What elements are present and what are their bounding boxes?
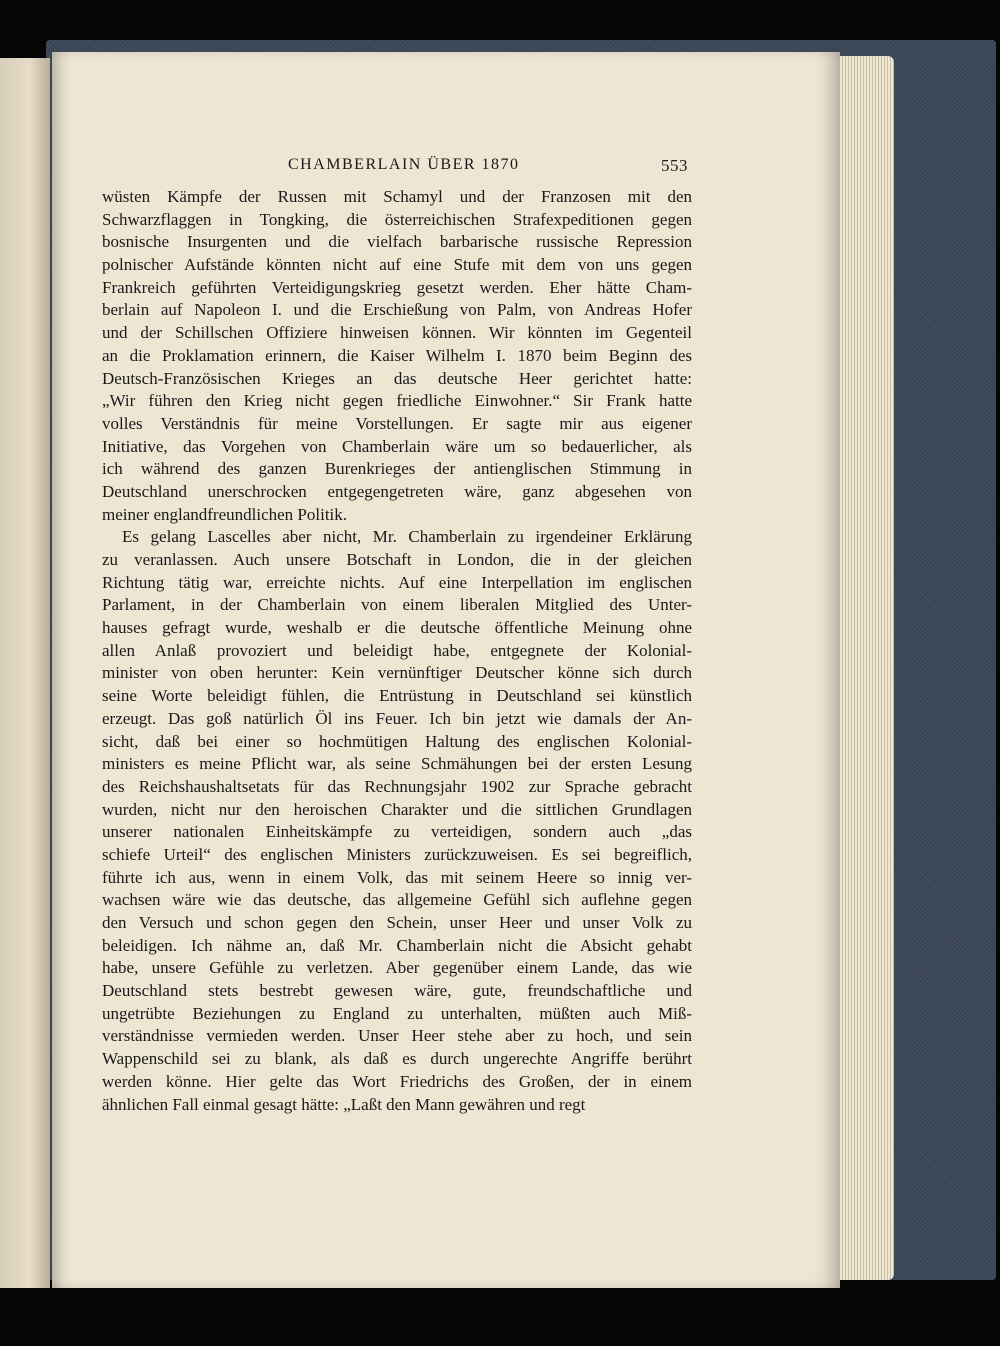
text-line: und der Schillschen Offiziere hinweisen können. Wir könnten im Gegenteil bbox=[102, 323, 692, 343]
text-line: werden könne. Hier gelte das Wort Friedrichs des Großen, der in einem bbox=[102, 1071, 692, 1091]
text-line: Deutschland stets bestrebt gewesen wäre, gute, freundschaftliche und bbox=[102, 981, 692, 1001]
text-line: Parlament, in der Chamberlain von einem liberalen Mitglied des Unter- bbox=[102, 595, 692, 615]
text-line: an die Proklamation erinnern, die Kaiser Wilhelm I. 1870 beim Beginn des bbox=[102, 345, 692, 365]
left-page-edge bbox=[0, 58, 50, 1288]
text-line: führte ich aus, wenn in einem Volk, das mit seinem Heere so innig ver- bbox=[102, 867, 692, 887]
text-line: Frankreich geführten Verteidigungskrieg gesetzt werden. Eher hätte Cham- bbox=[102, 277, 692, 297]
page-number: 553 bbox=[661, 156, 688, 175]
body-text bbox=[102, 186, 692, 1116]
text-line: zu veranlassen. Auch unsere Botschaft in London, die in der gleichen bbox=[102, 550, 692, 569]
text-line: bosnische Insurgenten und die vielfach barbarische russische Repression bbox=[102, 232, 692, 252]
text-line: volles Verständnis für meine Vorstellungen. Er sagte mir aus eigener bbox=[102, 413, 692, 433]
text-line: wurden, nicht nur den heroischen Charakter und die sittlichen Grundlagen bbox=[102, 799, 692, 819]
text-line: den Versuch und schon gegen den Schein, unser Heer und unser Volk zu bbox=[102, 913, 692, 932]
text-line: sicht, daß bei einer so hochmütigen Haltung des englischen Kolonial- bbox=[102, 731, 692, 751]
text-line: schiefe Urteil“ des englischen Ministers zurückzuweisen. Es sei begreiflich, bbox=[102, 844, 692, 864]
text-line: Wappenschild sei zu blank, als daß es durch ungerechte Angriffe berührt bbox=[102, 1049, 692, 1069]
text-line: verständnisse vermieden werden. Unser Heer stehe aber zu hoch, und sein bbox=[102, 1026, 692, 1046]
text-line: Deutsch-Französischen Krieges an das deutsche Heer gerichtet hatte: bbox=[102, 368, 692, 388]
text-line: meiner englandfreundlichen Politik. bbox=[102, 504, 348, 524]
text-line: des Reichshaushaltsetats für das Rechnungsjahr 1902 zur Sprache gebracht bbox=[102, 776, 692, 796]
text-line: Initiative, das Vorgehen von Chamberlain wäre um so bedauerlicher, als bbox=[102, 436, 692, 456]
text-line: „Wir führen den Krieg nicht gegen friedliche Einwohner.“ Sir Frank hatte bbox=[102, 391, 692, 411]
text-line: Es gelang Lascelles aber nicht, Mr. Chamberlain zu irgendeiner Erklärung bbox=[122, 527, 692, 547]
text-line: Deutschland unerschrocken entgegengetreten wäre, ganz abgesehen von bbox=[102, 481, 692, 501]
running-title: CHAMBERLAIN ÜBER 1870 bbox=[288, 156, 520, 173]
text-line: wachsen wäre wie das deutsche, das allgemeine Gefühl sich auflehne gegen bbox=[102, 890, 692, 910]
text-line: ministers es meine Pflicht war, als seine Schmähungen bei der ersten Lesung bbox=[102, 754, 692, 774]
text-line: ähnlichen Fall einmal gesagt hätte: „Laßt den Mann gewähren und regt bbox=[102, 1094, 586, 1114]
text-line: allen Anlaß provoziert und beleidigt habe, entgegnete der Kolonial- bbox=[102, 640, 692, 660]
text-line: habe, unsere Gefühle zu verletzen. Aber gegenüber einem Lande, das wie bbox=[102, 958, 692, 978]
text-line: beleidigen. Ich nähme an, daß Mr. Chamberlain nicht die Absicht gehabt bbox=[102, 935, 692, 955]
running-header bbox=[100, 150, 692, 176]
text-line: polnischer Aufstände könnten nicht auf eine Stufe mit dem von uns gegen bbox=[102, 255, 692, 275]
text-line: Schwarzflaggen in Tongking, die österreichischen Strafexpeditionen gegen bbox=[102, 209, 692, 229]
text-line: Richtung tätig war, erreichte nichts. Auf eine Interpellation im englischen bbox=[102, 572, 692, 592]
text-line: seine Worte beleidigt fühlen, die Entrüstung in Deutschland sei künstlich bbox=[102, 686, 692, 706]
text-line: minister von oben herunter: Kein vernünftiger Deutscher könne sich durch bbox=[102, 663, 692, 683]
text-line: unserer nationalen Einheitskämpfe zu verteidigen, sondern auch „das bbox=[102, 822, 692, 842]
text-line: ungetrübte Beziehungen zu England zu unterhalten, müßten auch Miß- bbox=[102, 1003, 692, 1023]
text-line: hauses gefragt wurde, weshalb er die deutsche öffentliche Meinung ohne bbox=[102, 618, 692, 638]
text-line: ich während des ganzen Burenkrieges der antienglischen Stimmung in bbox=[102, 459, 692, 479]
text-line: wüsten Kämpfe der Russen mit Schamyl und der Franzosen mit den bbox=[102, 187, 692, 206]
text-line: berlain auf Napoleon I. und die Erschießung von Palm, von Andreas Hofer bbox=[102, 300, 692, 320]
text-line: erzeugt. Das goß natürlich Öl ins Feuer. Ich bin jetzt wie damals der An- bbox=[102, 708, 692, 728]
